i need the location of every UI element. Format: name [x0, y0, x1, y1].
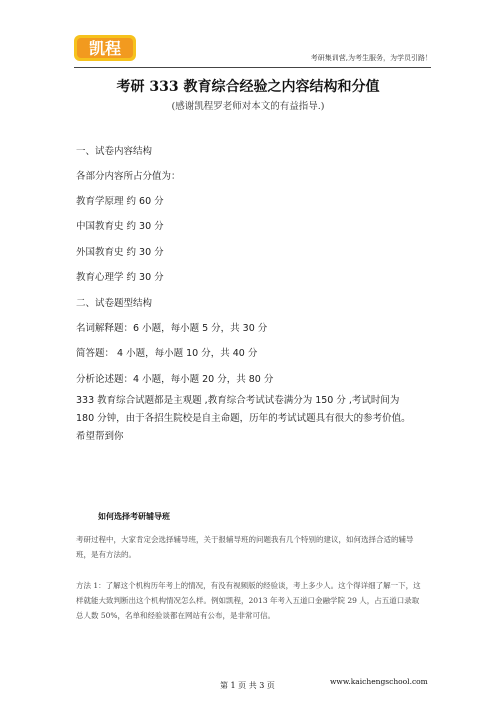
- tutoring-intro: 考研过程中，大家肯定会选择辅导班，关于报辅导班的问题我有几个特别的建议，如何选择合适的辅导班，是有方法的。: [76, 535, 414, 559]
- section-heading-questions: 二、试卷题型结构: [76, 298, 153, 309]
- tutoring-heading: 如何选择考研辅导班: [98, 511, 170, 521]
- question-item: 分析论述题：4 小题，每小题 20 分，共 80 分: [76, 374, 274, 385]
- question-item: 名词解释题：6 小题，每小题 5 分，共 30 分: [76, 323, 268, 334]
- kaicheng-logo: [74, 33, 136, 63]
- document-title: 考研 333 教育综合经验之内容结构和分值: [116, 79, 380, 95]
- score-item: 教育学原理 约 60 分: [76, 196, 164, 207]
- score-item: 教育心理学 约 30 分: [76, 272, 164, 283]
- score-item: 中国教育史 约 30 分: [76, 221, 164, 232]
- logo-text: 凯程: [88, 39, 122, 58]
- footer-page-number: 第 1 页 共 3 页: [220, 681, 275, 690]
- score-intro: 各部分内容所占分值为：: [76, 171, 181, 182]
- question-item: 简答题： 4 小题，每小题 10 分，共 40 分: [76, 348, 258, 359]
- section-heading-structure: 一、试卷内容结构: [76, 146, 153, 157]
- header-slogan: 考研集训营,为考生服务，为学员引路！: [310, 54, 432, 62]
- closing-paragraph: 333 教育综合试题都是主观题 ,教育综合考试试卷满分为 150 分 ,考试时间为 180 分钟，由于各招生院校是自主命题，历年的考试试题具有很大的参考价值。 希望帮到你: [76, 395, 411, 442]
- tutoring-method-1: 方法 1：了解这个机构历年考上的情况，有没有视频版的经验谈，考上多少人。这个得详细了解一下，这样就能大致判断出这个机构情况怎么样。例如凯程，2013 年考入五道口金融学院 29 人，占五道口录取总人数 50%，名单和经验谈都在网站有公布，是非常可信。: [76, 581, 421, 620]
- score-item: 外国教育史 约 30 分: [76, 247, 164, 258]
- header-divider: [74, 67, 431, 68]
- document-subtitle: (感谢凯程罗老师对本文的有益指导.): [171, 101, 325, 112]
- footer-url: www.kaichengschool.com: [330, 677, 428, 686]
